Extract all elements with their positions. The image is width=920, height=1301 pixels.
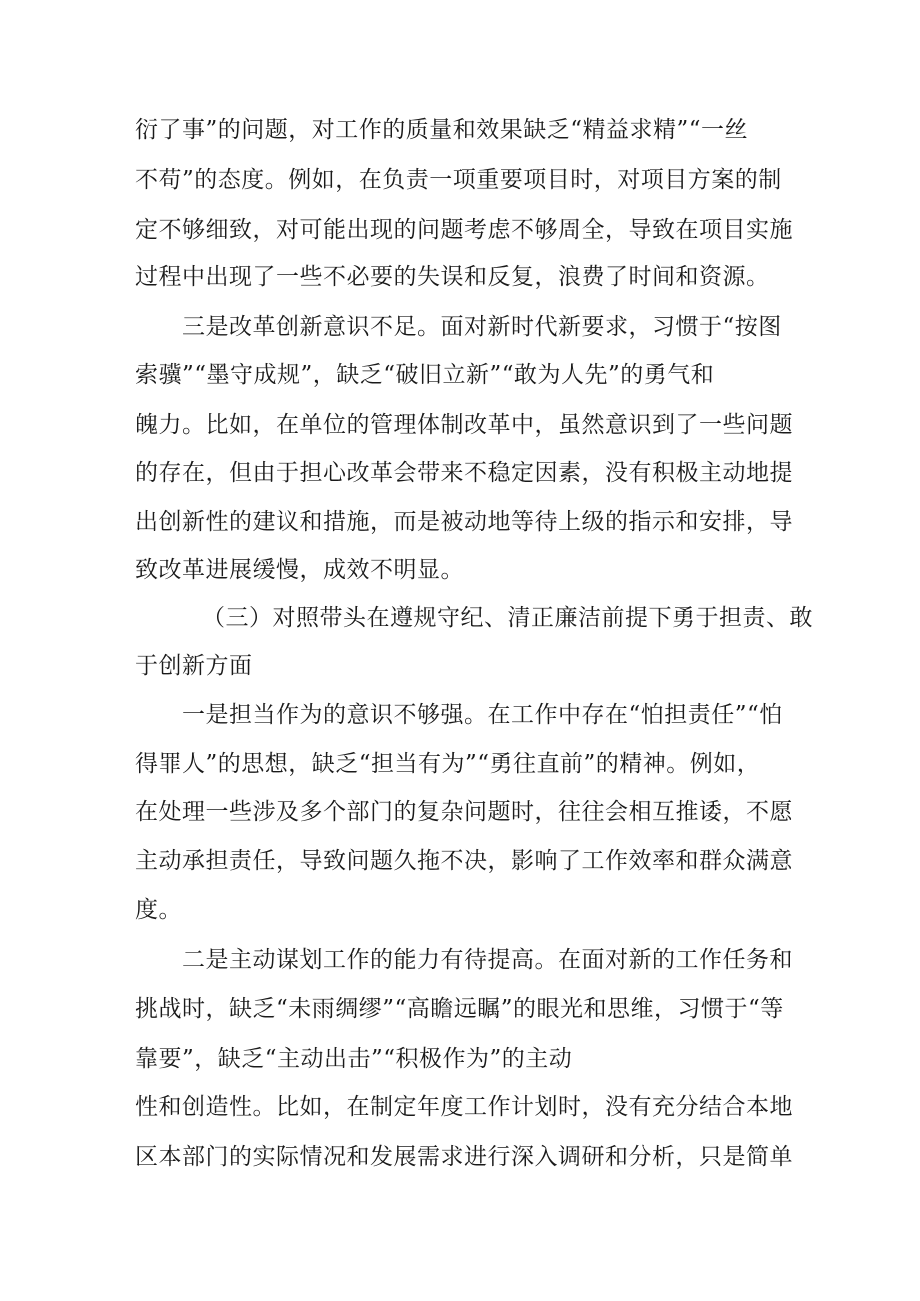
text-line: 在处理一些涉及多个部门的复杂问题时，往往会相互推诿，不愿 — [135, 799, 793, 825]
section-heading-line: 于创新方面 — [135, 653, 253, 679]
text-line: 主动承担责任，导致问题久拖不决，影响了工作效率和群众满意 — [135, 848, 793, 874]
text-line: 不苟”的态度。例如，在负责一项重要项目时，对项目方案的制 — [135, 167, 782, 193]
paragraph-start-line: 三是改革创新意识不足。面对新时代新要求，习惯于“按图 — [182, 314, 782, 340]
text-line: 度。 — [135, 897, 182, 923]
paragraph-start-line: 二是主动谋划工作的能力有待提高。在面对新的工作任务和 — [182, 947, 793, 973]
text-line: 的存在，但由于担心改革会带来不稳定因素，没有积极主动地提 — [135, 460, 793, 486]
paragraph-start-line: 一是担当作为的意识不够强。在工作中存在“怕担责任”“怕 — [182, 702, 783, 728]
text-line: 索骥”“墨守成规”，缺乏“破旧立新”“敢为人先”的勇气和 — [135, 362, 715, 388]
text-line: 魄力。比如，在单位的管理体制改革中，虽然意识到了一些问题 — [135, 412, 793, 438]
text-line: 出创新性的建议和措施，而是被动地等待上级的指示和安排，导 — [135, 509, 793, 535]
text-line: 过程中出现了一些不必要的失误和反复，浪费了时间和资源。 — [135, 264, 770, 290]
text-line: 致改革进展缓慢，成效不明显。 — [135, 557, 464, 583]
text-line: 性和创造性。比如，在制定年度工作计划时，没有充分结合本地 — [135, 1094, 793, 1120]
text-line: 挑战时，缺乏“未雨绸缪”“高瞻远瞩”的眼光和思维，习惯于“等 — [135, 996, 784, 1022]
text-line: 区本部门的实际情况和发展需求进行深入调研和分析，只是简单 — [135, 1144, 793, 1170]
section-heading-line: （三）对照带头在遵规守纪、清正廉洁前提下勇于担责、敢 — [202, 605, 813, 631]
text-line: 定不够细致，对可能出现的问题考虑不够周全，导致在项目实施 — [135, 217, 793, 243]
text-line: 得罪人”的思想，缺乏“担当有为”“勇往直前”的精神。例如， — [135, 751, 761, 777]
text-line: 衍了事”的问题，对工作的质量和效果缺乏“精益求精”“一丝 — [135, 117, 749, 143]
text-line: 靠要”，缺乏“主动出击”“积极作为”的主动 — [135, 1046, 573, 1072]
